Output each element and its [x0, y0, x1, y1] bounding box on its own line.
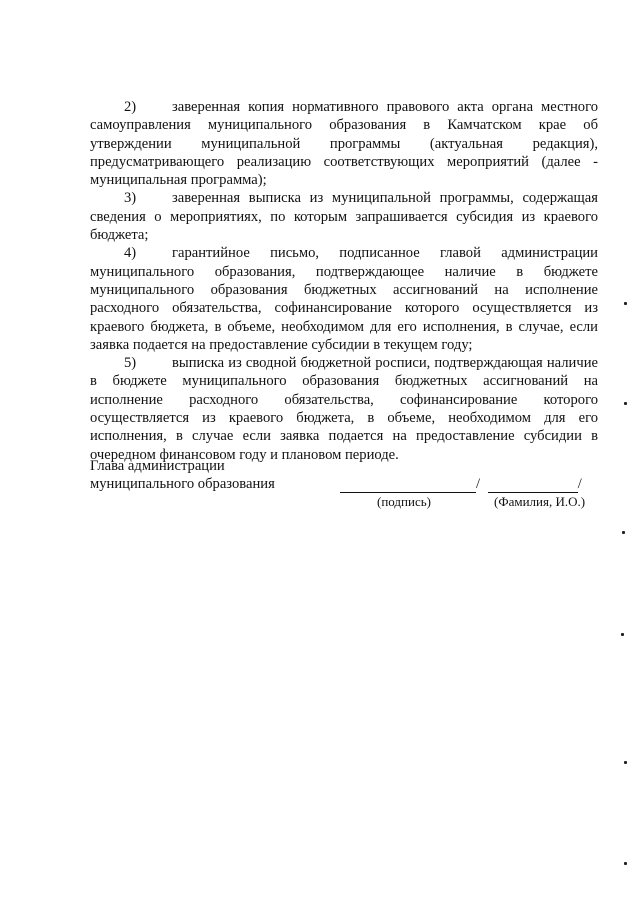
signature-blank: [340, 478, 476, 493]
list-item-number: 5): [124, 355, 137, 372]
signature-line: [340, 475, 582, 493]
signature-caption: (подпись): [377, 494, 431, 509]
scan-artifact-dot: [624, 402, 627, 405]
signatory-title: [90, 457, 310, 494]
list-item-text: заверенная копия нормативного правового акта органа местного самоуправления муниципального образования в Камчатском крае об утверждении муниципальной программы (актуальная редакция), предусматривающего реализацию соответствующих мероприятий (далее - муниципальная программа);: [90, 99, 598, 189]
scan-artifact-dot: [624, 862, 627, 865]
list-item-text: заверенная выписка из муниципальной программы, содержащая сведения о мероприятиях, по которым запрашивается субсидия из краевого бюджета;: [90, 190, 598, 244]
scan-artifact-dot: [622, 531, 625, 534]
signatory-title-line2: муниципального образования: [90, 476, 275, 493]
separator-2: /: [577, 476, 582, 492]
signature-block: [90, 457, 600, 517]
name-blank: [488, 478, 578, 493]
list-item-number: 3): [124, 190, 137, 207]
list-item-text: гарантийное письмо, подписанное главой администрации муниципального образования, подтверждающее наличие в бюджете муниципального образования бюджетных ассигнований на исполнение расходного обязательства, софинансирование которого осуществляется из краевого бюджета, в объеме, необходимом для его исполнения, в случае, если заявка подается на предоставление субсидии в текущем году;: [90, 245, 598, 353]
scan-artifact-dot: [624, 761, 627, 764]
list-item-4: [90, 244, 598, 354]
list-item-text: выписка из сводной бюджетной росписи, подтверждающая наличие в бюджете муниципального образования бюджетных ассигнований на исполнение расходного обязательства, софинансирование которого осуществляется из краевого бюджета, в объеме, необходимом для его исполнения, в случае если заявка подается на предоставление субсидии в очередном финансовом году и плановом периоде.: [90, 355, 598, 463]
separator-1: /: [476, 476, 481, 492]
list-item-number: 4): [124, 245, 137, 262]
requirements-list: [90, 98, 598, 464]
name-caption: (Фамилия, И.О.): [494, 494, 586, 509]
list-item-3: [90, 189, 598, 244]
scan-artifact-dot: [621, 633, 624, 636]
list-item-5: [90, 354, 598, 464]
scan-artifact-dot: [624, 302, 627, 305]
signatory-title-line1: Глава администрации: [90, 458, 225, 474]
list-item-2: [90, 98, 598, 189]
list-item-number: 2): [124, 99, 137, 115]
